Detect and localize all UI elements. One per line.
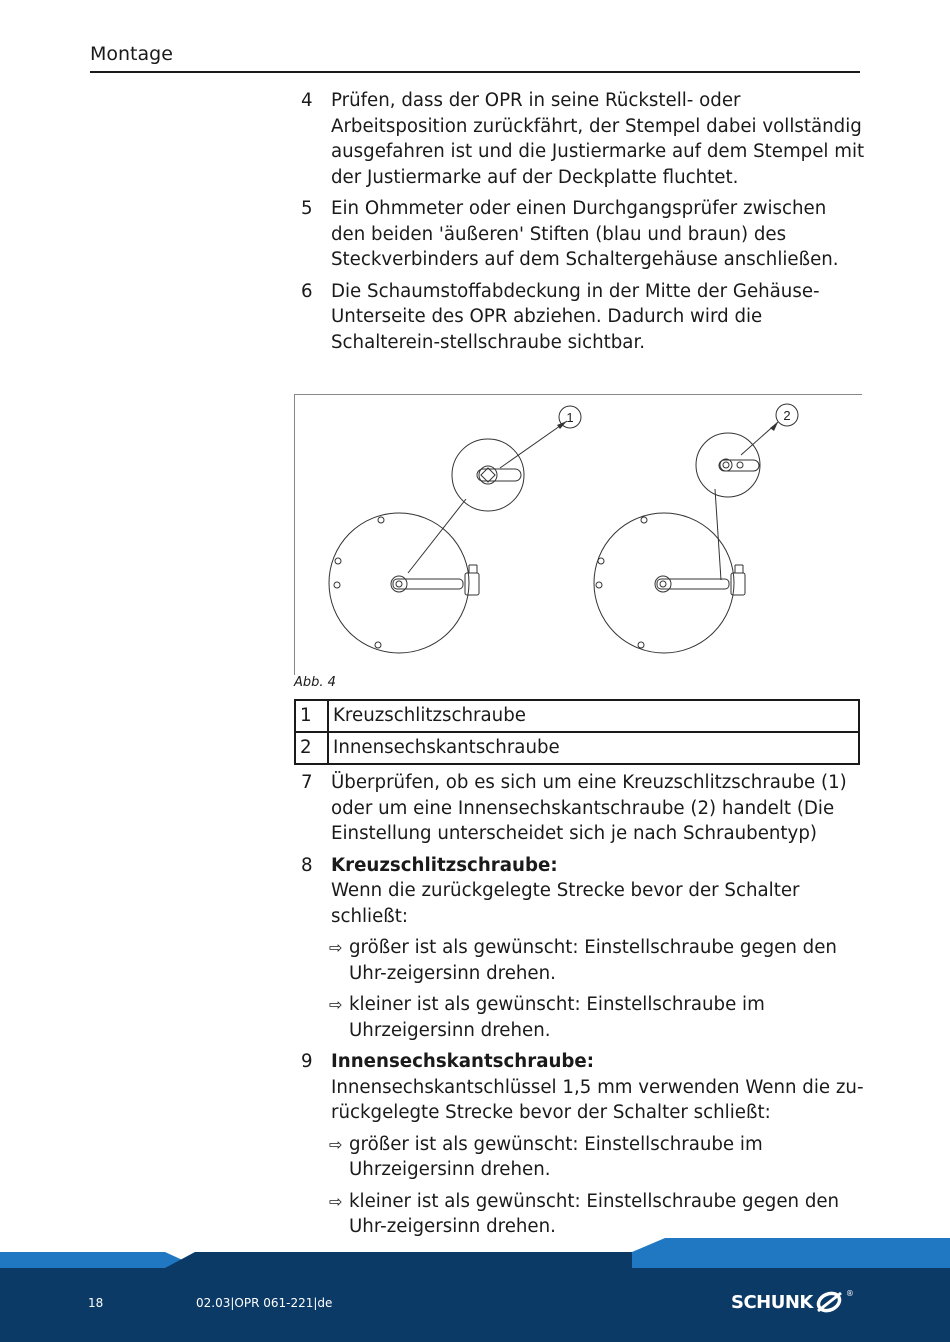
sub-item-text: größer ist als gewünscht: Einstellschraube gegen den Uhr-zeigersinn drehen. xyxy=(349,937,837,984)
table-row xyxy=(295,732,859,764)
section-title: Montage xyxy=(90,43,173,65)
figure-caption: Abb. 4 xyxy=(294,675,336,690)
legend-label: Innensechskantschraube xyxy=(328,732,859,764)
screw-diagram xyxy=(295,395,863,676)
step-number: 7 xyxy=(301,772,313,793)
step-number: 4 xyxy=(301,90,313,111)
page-number: 18 xyxy=(88,1296,104,1310)
step-heading: Kreuzschlitzschraube: xyxy=(331,854,558,876)
legend-label: Kreuzschlitzschraube xyxy=(328,700,859,732)
logo-emblem-icon xyxy=(813,1289,845,1315)
step-number: 9 xyxy=(301,1051,313,1072)
schunk-logo xyxy=(731,1289,854,1315)
step-text: Wenn die zurückgelegte Strecke bevor der Schalter schließt: xyxy=(331,880,800,927)
legend-number: 1 xyxy=(295,700,328,732)
callout-1-label: 1 xyxy=(566,410,574,425)
page-header xyxy=(90,40,860,73)
step-7 xyxy=(295,770,865,847)
legend-table xyxy=(294,699,860,765)
footer-accent xyxy=(632,1238,950,1268)
arrow-right-icon: ⇨ xyxy=(329,995,343,1014)
arrow-right-icon: ⇨ xyxy=(329,938,343,957)
step-text: Die Schaumstoffabdeckung in der Mitte der Gehäuse-Unterseite des OPR abziehen. Dadurch wird die Schalterein-stellschraube sichtbar. xyxy=(331,280,820,353)
slot-left xyxy=(393,579,463,589)
instruction-list-lower xyxy=(295,770,865,1246)
figure-screw-types xyxy=(294,394,862,675)
step-number: 8 xyxy=(301,854,313,876)
sub-item xyxy=(331,992,865,1043)
table-row xyxy=(295,700,859,732)
step-heading: Innensechskantschraube: xyxy=(331,1051,595,1072)
step-number: 6 xyxy=(301,280,313,302)
document-id: 02.03|OPR 061-221|de xyxy=(196,1296,333,1310)
connector-left xyxy=(465,573,479,595)
magnifier-right xyxy=(696,433,760,497)
leader-line-1 xyxy=(500,421,567,468)
step-5 xyxy=(295,196,865,273)
step-text: Überprüfen, ob es sich um eine Kreuzschlitzschraube (1) oder um eine Innensechskantschraube (2) handelt (Die Einstellung unterscheidet sich je nach Schraubentyp) xyxy=(331,772,847,844)
sub-item-text: kleiner ist als gewünscht: Einstellschraube im Uhrzeigersinn drehen. xyxy=(349,994,765,1041)
housing-right xyxy=(594,513,734,653)
callout-2-label: 2 xyxy=(783,408,791,423)
step-text: Ein Ohmmeter oder einen Durchgangsprüfer zwischen den beiden 'äußeren' Stiften (blau und braun) des Steckverbinders auf dem Schaltergehäuse anschließen. xyxy=(331,198,839,270)
sub-item-text: größer ist als gewünscht: Einstellschraube im Uhrzeigersinn drehen. xyxy=(349,1133,763,1180)
step-8 xyxy=(295,853,865,1044)
registered-mark: ® xyxy=(845,1289,854,1298)
logo-text: SCHUNK xyxy=(731,1291,813,1313)
slot-right xyxy=(657,579,729,589)
sub-item xyxy=(331,1132,865,1183)
arrow-right-icon: ⇨ xyxy=(329,1134,343,1154)
step-text: Innensechskantschlüssel 1,5 mm verwenden Wenn die zu-rückgelegte Strecke bevor der Schalter schließt: xyxy=(331,1076,864,1123)
housing-left xyxy=(329,513,469,653)
step-9 xyxy=(295,1049,865,1240)
step-6 xyxy=(295,279,865,356)
sub-item xyxy=(331,935,865,986)
magnifier-left xyxy=(452,439,524,511)
sub-item xyxy=(331,1189,865,1240)
arrow-right-icon: ⇨ xyxy=(329,1191,343,1211)
step-text: Prüfen, dass der OPR in seine Rückstell- oder Arbeitsposition zurückfährt, der Stempel dabei vollständig ausgefahren ist und die Justiermarke auf dem Stempel mit der Justiermarke auf der Deckplatte fluchtet. xyxy=(331,90,865,188)
legend-number: 2 xyxy=(295,732,328,764)
step-4 xyxy=(295,88,865,190)
instruction-list-upper xyxy=(295,88,865,361)
step-number: 5 xyxy=(301,198,313,219)
sub-item-text: kleiner ist als gewünscht: Einstellschraube gegen den Uhr-zeigersinn drehen. xyxy=(349,1190,840,1237)
